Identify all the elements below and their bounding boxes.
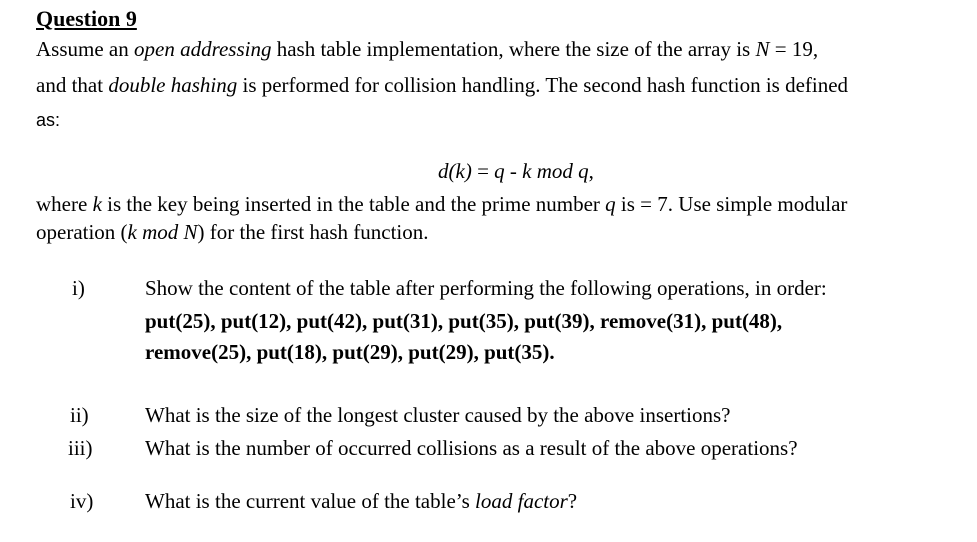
hash-formula: [438, 159, 594, 184]
where-text: ) for the first hash function.: [197, 220, 429, 244]
formula-rhs: q - k mod q: [494, 159, 589, 183]
var-k: k: [92, 192, 102, 216]
item-iv-text: [145, 489, 577, 514]
intro-line-1: [36, 37, 818, 62]
question-title: Question 9: [36, 6, 137, 31]
where-line-2: [36, 220, 429, 245]
intro-line-2: [36, 73, 848, 98]
where-text: operation (: [36, 220, 128, 244]
term-k-mod-n: k mod N: [127, 220, 198, 244]
item-i-text: Show the content of the table after performing the following operations, in order:: [145, 276, 827, 300]
item-iv-text-part: ?: [567, 489, 578, 513]
operations-line-2: remove(25), put(18), put(29), put(29), put(35).: [145, 340, 555, 364]
operations-line-1: put(25), put(12), put(42), put(31), put(35), put(39), remove(31), put(48),: [145, 309, 783, 333]
item-iii-text: What is the number of occurred collisions as a result of the above operations?: [145, 436, 798, 460]
where-text: where: [36, 192, 93, 216]
intro-text: hash table implementation, where the size of the array is: [271, 37, 756, 61]
intro-text: and that: [36, 73, 109, 97]
var-n: N: [755, 37, 770, 61]
where-text: is the key being inserted in the table and the prime number: [101, 192, 606, 216]
where-line-1: [36, 192, 847, 217]
term-load-factor: load factor: [475, 489, 568, 513]
var-q: q: [605, 192, 616, 216]
item-number-iv: iv): [70, 489, 94, 513]
item-number-ii: ii): [70, 403, 89, 427]
term-open-addressing: open addressing: [134, 37, 272, 61]
item-number-i: i): [72, 276, 85, 300]
intro-text: = 19,: [769, 37, 819, 61]
intro-text: is performed for collision handling. The second hash function is defined: [237, 73, 849, 97]
item-ii-text: What is the size of the longest cluster caused by the above insertions?: [145, 403, 731, 427]
intro-text: Assume an: [36, 37, 134, 61]
item-iv-text-part: What is the current value of the table’s: [145, 489, 476, 513]
where-text: is = 7. Use simple modular: [615, 192, 848, 216]
formula-tail: ,: [588, 159, 594, 183]
intro-line-3: as:: [36, 110, 61, 130]
term-double-hashing: double hashing: [108, 73, 238, 97]
formula-lhs: d(k): [438, 159, 472, 183]
item-number-iii: iii): [68, 436, 93, 460]
formula-eq: =: [471, 159, 495, 183]
